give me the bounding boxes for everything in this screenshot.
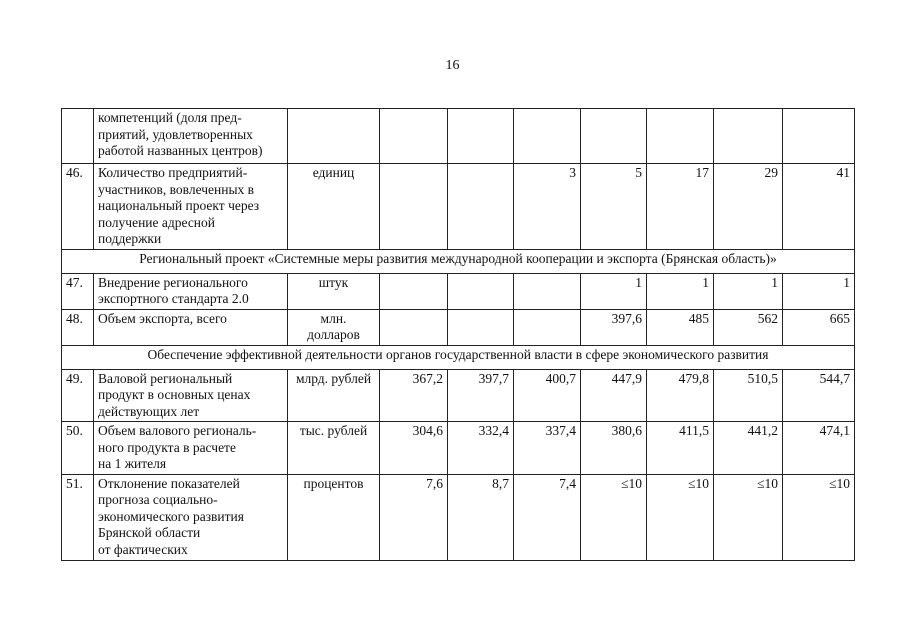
row-number: 50. bbox=[62, 422, 94, 475]
table-row bbox=[62, 109, 855, 164]
table-row bbox=[62, 369, 855, 422]
indicator-name: Объем валового региональ- ного продукта в расчете на 1 жителя bbox=[94, 422, 288, 475]
unit-cell: штук bbox=[288, 273, 380, 309]
value-cell bbox=[448, 309, 514, 345]
value-cell: 5 bbox=[581, 164, 647, 250]
value-cell: 400,7 bbox=[514, 369, 581, 422]
value-cell: 479,8 bbox=[647, 369, 714, 422]
row-number: 49. bbox=[62, 369, 94, 422]
value-cell: 8,7 bbox=[448, 474, 514, 560]
indicator-name: Внедрение регионального экспортного стандарта 2.0 bbox=[94, 273, 288, 309]
value-cell: 1 bbox=[783, 273, 855, 309]
value-cell bbox=[514, 109, 581, 164]
row-number: 47. bbox=[62, 273, 94, 309]
table-row bbox=[62, 164, 855, 250]
unit-cell: процентов bbox=[288, 474, 380, 560]
value-cell: 1 bbox=[647, 273, 714, 309]
value-cell: 17 bbox=[647, 164, 714, 250]
row-number: 46. bbox=[62, 164, 94, 250]
table-row bbox=[62, 309, 855, 345]
row-number bbox=[62, 109, 94, 164]
value-cell: 3 bbox=[514, 164, 581, 250]
indicator-name: Отклонение показателей прогноза социально- экономического развития Брянской области от фактических bbox=[94, 474, 288, 560]
value-cell: 485 bbox=[647, 309, 714, 345]
value-cell bbox=[380, 273, 448, 309]
value-cell: 337,4 bbox=[514, 422, 581, 475]
value-cell: ≤10 bbox=[714, 474, 783, 560]
section-row bbox=[62, 249, 855, 273]
value-cell bbox=[514, 309, 581, 345]
page-number: 16 bbox=[445, 58, 460, 73]
indicator-name: Объем экспорта, всего bbox=[94, 309, 288, 345]
section-title: Региональный проект «Системные меры развития международной кооперации и экспорта (Брянская область)» bbox=[62, 249, 855, 273]
section-row bbox=[62, 345, 855, 369]
value-cell: 1 bbox=[581, 273, 647, 309]
value-cell: 441,2 bbox=[714, 422, 783, 475]
value-cell: 367,2 bbox=[380, 369, 448, 422]
value-cell: 411,5 bbox=[647, 422, 714, 475]
unit-cell: тыс. рублей bbox=[288, 422, 380, 475]
value-cell: 562 bbox=[714, 309, 783, 345]
value-cell: 510,5 bbox=[714, 369, 783, 422]
value-cell bbox=[380, 164, 448, 250]
value-cell bbox=[714, 109, 783, 164]
value-cell: 544,7 bbox=[783, 369, 855, 422]
value-cell: 7,4 bbox=[514, 474, 581, 560]
value-cell bbox=[448, 273, 514, 309]
indicators-table bbox=[61, 108, 855, 561]
section-title: Обеспечение эффективной деятельности органов государственной власти в сфере экономического развития bbox=[62, 345, 855, 369]
value-cell bbox=[783, 109, 855, 164]
value-cell bbox=[581, 109, 647, 164]
indicator-name: компетенций (доля пред- приятий, удовлетворенных работой названных центров) bbox=[94, 109, 288, 164]
value-cell: 29 bbox=[714, 164, 783, 250]
table-row bbox=[62, 422, 855, 475]
value-cell: ≤10 bbox=[647, 474, 714, 560]
value-cell: ≤10 bbox=[581, 474, 647, 560]
value-cell bbox=[514, 273, 581, 309]
value-cell: 665 bbox=[783, 309, 855, 345]
row-number: 48. bbox=[62, 309, 94, 345]
value-cell bbox=[380, 109, 448, 164]
unit-cell: млн. долларов bbox=[288, 309, 380, 345]
value-cell: 41 bbox=[783, 164, 855, 250]
indicator-name: Количество предприятий- участников, вовлеченных в национальный проект через получение адресной поддержки bbox=[94, 164, 288, 250]
table-row bbox=[62, 474, 855, 560]
indicator-name: Валовой региональный продукт в основных ценах действующих лет bbox=[94, 369, 288, 422]
value-cell: 1 bbox=[714, 273, 783, 309]
value-cell: 380,6 bbox=[581, 422, 647, 475]
value-cell: 397,6 bbox=[581, 309, 647, 345]
unit-cell: млрд. рублей bbox=[288, 369, 380, 422]
value-cell: 7,6 bbox=[380, 474, 448, 560]
unit-cell bbox=[288, 109, 380, 164]
value-cell: 447,9 bbox=[581, 369, 647, 422]
value-cell: ≤10 bbox=[783, 474, 855, 560]
value-cell bbox=[380, 309, 448, 345]
value-cell bbox=[448, 109, 514, 164]
value-cell: 474,1 bbox=[783, 422, 855, 475]
value-cell bbox=[448, 164, 514, 250]
row-number: 51. bbox=[62, 474, 94, 560]
table-row bbox=[62, 273, 855, 309]
value-cell bbox=[647, 109, 714, 164]
value-cell: 304,6 bbox=[380, 422, 448, 475]
value-cell: 397,7 bbox=[448, 369, 514, 422]
value-cell: 332,4 bbox=[448, 422, 514, 475]
unit-cell: единиц bbox=[288, 164, 380, 250]
